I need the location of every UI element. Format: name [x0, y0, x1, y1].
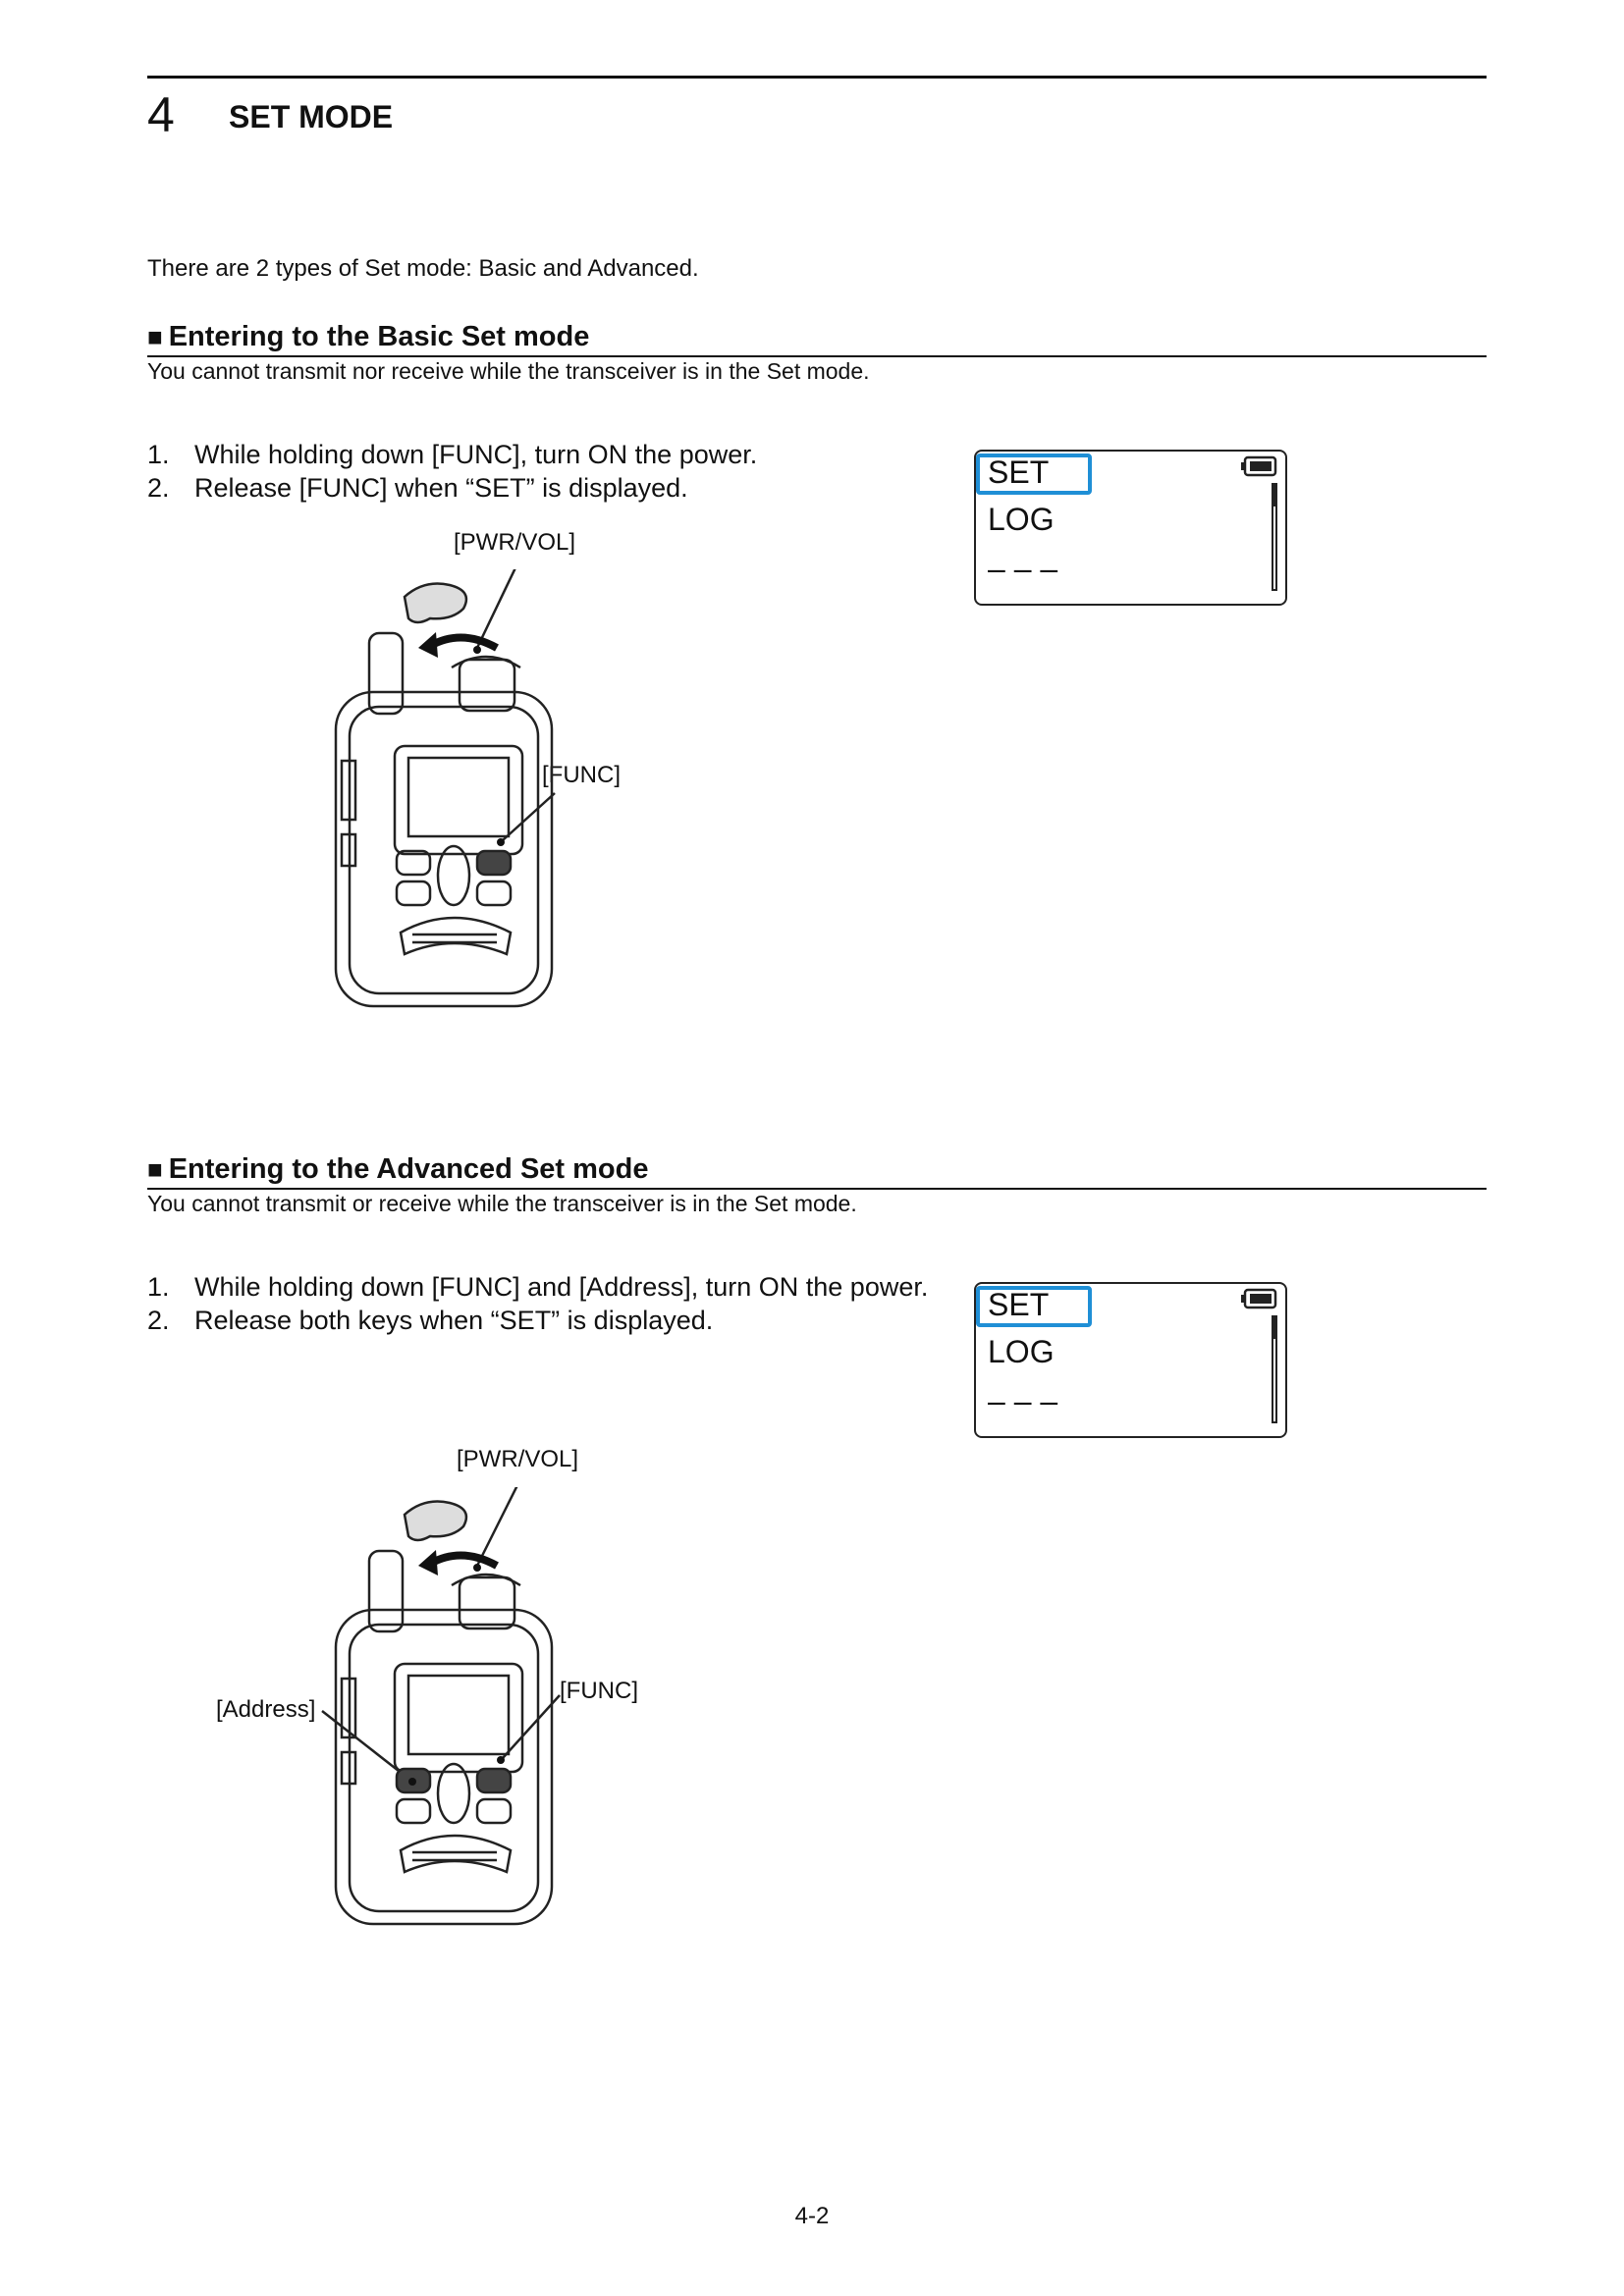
- step-number: 1.: [147, 1272, 170, 1302]
- lcd-scrollbar: [1272, 1315, 1277, 1423]
- callout-func: [FUNC]: [560, 1678, 638, 1704]
- callout-func: [FUNC]: [542, 762, 621, 788]
- step-item: [147, 1270, 1039, 1304]
- step-text: While holding down [FUNC], turn ON the power.: [194, 440, 758, 469]
- intro-text: There are 2 types of Set mode: Basic and Advanced.: [147, 255, 699, 282]
- transceiver-illustration-basic: [314, 569, 628, 1021]
- battery-icon: [1240, 1288, 1277, 1309]
- section-bullet: ■: [147, 322, 163, 351]
- section-note-basic: You cannot transmit nor receive while the transceiver is in the Set mode.: [147, 358, 870, 384]
- chapter-title: SET MODE: [229, 99, 394, 134]
- callout-pwr-vol: [PWR/VOL]: [454, 529, 576, 556]
- lcd-scroll-thumb: [1273, 1317, 1275, 1339]
- step-item: [147, 438, 1039, 471]
- steps-advanced: [147, 1270, 1039, 1337]
- battery-icon: [1240, 455, 1277, 477]
- section-note-advanced: You cannot transmit or receive while the transceiver is in the Set mode.: [147, 1191, 857, 1216]
- callout-pwr-vol: [PWR/VOL]: [457, 1446, 579, 1472]
- section-bullet: ■: [147, 1154, 163, 1184]
- callout-address: [Address]: [216, 1696, 316, 1723]
- step-number: 1.: [147, 440, 170, 469]
- step-text: Release both keys when “SET” is displayed.: [194, 1306, 714, 1335]
- step-number: 2.: [147, 1306, 170, 1335]
- lcd-menu-item: LOG: [988, 502, 1055, 537]
- lcd-scrollbar: [1272, 483, 1277, 591]
- section-heading-text: Entering to the Advanced Set mode: [168, 1153, 649, 1185]
- lcd-menu-item: LOG: [988, 1334, 1055, 1369]
- step-number: 2.: [147, 473, 170, 503]
- chapter-number: 4: [147, 87, 175, 142]
- section-heading-text: Entering to the Basic Set mode: [168, 321, 590, 352]
- lcd-menu-item: – – –: [988, 551, 1058, 586]
- section-heading-basic: [147, 320, 1487, 357]
- step-text: While holding down [FUNC] and [Address], turn ON the power.: [194, 1272, 929, 1302]
- lcd-menu-item: SET: [988, 1287, 1050, 1322]
- top-rule: [147, 76, 1487, 79]
- transceiver-illustration-advanced: [314, 1487, 638, 1939]
- lcd-menu-item: – – –: [988, 1383, 1058, 1418]
- steps-basic: [147, 438, 1039, 505]
- lcd-display-advanced: [974, 1282, 1287, 1438]
- page-number: 4-2: [794, 2203, 830, 2229]
- lcd-display-basic: [974, 450, 1287, 606]
- step-item: [147, 471, 1039, 505]
- lcd-scroll-thumb: [1273, 485, 1275, 507]
- section-heading-advanced: [147, 1152, 1487, 1190]
- lcd-menu-item: SET: [988, 454, 1050, 490]
- step-item: [147, 1304, 1039, 1337]
- step-text: Release [FUNC] when “SET” is displayed.: [194, 473, 688, 503]
